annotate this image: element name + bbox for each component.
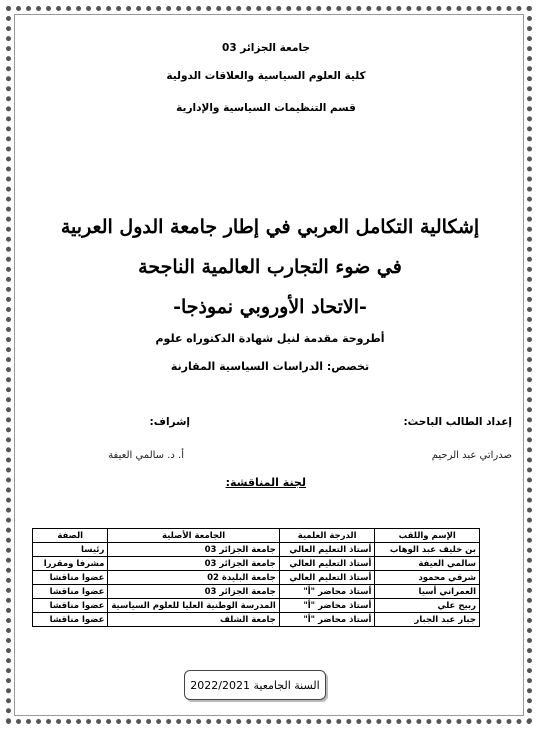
supervisor-label: إشراف: — [149, 416, 190, 428]
table-row — [33, 613, 480, 627]
member-degree: أستاذ التعليم العالي — [279, 557, 375, 571]
member-role: عضوا مناقشا — [33, 571, 108, 585]
academic-year: السنة الجامعية 2022/2021 — [190, 678, 320, 692]
committee-table — [32, 528, 480, 627]
member-name: جبار عبد الجبار — [375, 613, 480, 627]
member-name: شرقي محمود — [375, 571, 480, 585]
academic-year-box — [184, 670, 326, 700]
header-university: الجامعة الأصلية — [108, 529, 279, 543]
department-name: قسم التنظيمات السياسية والإدارية — [176, 102, 356, 114]
member-degree: أستاذ محاضر "أ" — [279, 613, 375, 627]
faculty-name: كلية العلوم السياسية والعلاقات الدولية — [166, 70, 366, 82]
committee-table-header — [33, 529, 480, 543]
member-university: جامعة الجزائر 03 — [108, 557, 279, 571]
thesis-title-line-2: في ضوء التجارب العالمية الناجحة — [138, 256, 402, 278]
member-name: بن خليف عبد الوهاب — [375, 543, 480, 557]
thesis-cover — [24, 20, 516, 710]
member-degree: أستاذ محاضر "أ" — [279, 599, 375, 613]
university-name: جامعة الجزائر 03 — [222, 42, 310, 54]
supervisor-name: أ. د. سالمي العيفة — [108, 450, 184, 461]
member-role: مشرفا ومقررا — [33, 557, 108, 571]
member-university: جامعة البليدة 02 — [108, 571, 279, 585]
thesis-type: أطروحة مقدمة لنيل شهادة الدكتوراه علوم — [155, 332, 385, 345]
table-row — [33, 585, 480, 599]
committee-title: لجنة المناقشة: — [225, 476, 306, 489]
table-row — [33, 543, 480, 557]
member-role: عضوا مناقشا — [33, 585, 108, 599]
header-name: الإسم واللقب — [375, 529, 480, 543]
member-name: ربيح علي — [375, 599, 480, 613]
member-degree: أستاذ التعليم العالي — [279, 571, 375, 585]
member-degree: أستاذ التعليم العالي — [279, 543, 375, 557]
member-university: المدرسة الوطنية العليا للعلوم السياسية — [108, 599, 279, 613]
member-university: جامعة الشلف — [108, 613, 279, 627]
student-name: صدراتي عبد الرحيم — [431, 450, 512, 461]
student-label: إعداد الطالب الباحث: — [403, 416, 512, 428]
member-name: العمراني أسيا — [375, 585, 480, 599]
member-university: جامعة الجزائر 03 — [108, 543, 279, 557]
member-degree: أستاذ محاضر "أ" — [279, 585, 375, 599]
header-degree: الدرجة العلمية — [279, 529, 375, 543]
table-row — [33, 571, 480, 585]
member-role: رئيسا — [33, 543, 108, 557]
member-name: سالمي العيفة — [375, 557, 480, 571]
member-role: عضوا مناقشا — [33, 599, 108, 613]
member-university: جامعة الجزائر 03 — [108, 585, 279, 599]
member-role: عضوا مناقشا — [33, 613, 108, 627]
table-row — [33, 599, 480, 613]
table-row — [33, 557, 480, 571]
thesis-specialty: تخصص: الدراسات السياسية المقارنة — [170, 360, 370, 373]
thesis-title-line-1: إشكالية التكامل العربي في إطار جامعة الدول العربية — [60, 216, 480, 238]
header-role: الصفة — [33, 529, 108, 543]
thesis-title-line-3: -الاتحاد الأوروبي نموذجا- — [173, 296, 367, 318]
